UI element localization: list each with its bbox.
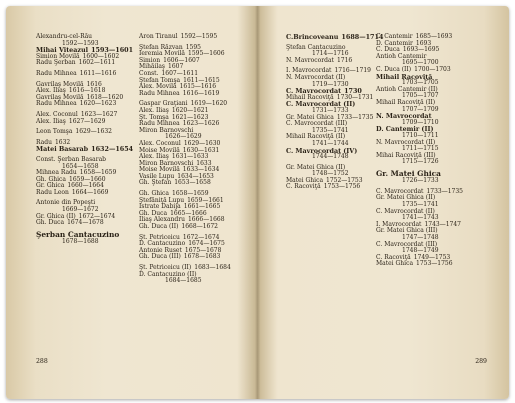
reign-dates: 1592—1595 <box>180 33 218 40</box>
reign-dates: 1616 <box>86 80 102 88</box>
ruler-name: Mihai Viteazul <box>36 46 89 55</box>
ruler-name: Gh. Duca (III) <box>139 253 181 261</box>
ruler-name: Şt. Petriceicu <box>139 233 180 241</box>
reign-dates: 1619—1620 <box>190 100 228 108</box>
ruler-name: Gaspar Graţiani <box>139 100 188 108</box>
ruler-name: 1678—1688 <box>62 238 99 246</box>
reign-dates: 1593—1601 <box>91 46 134 55</box>
ruler-name: 1748—1752 <box>312 170 349 178</box>
ruler-name: Şt. Tomşa <box>139 113 169 121</box>
ruler-name: Istrate Dabija <box>139 203 181 211</box>
ruler-name: Radu <box>36 138 52 146</box>
ruler-name: Radu Leon <box>36 188 69 196</box>
left-page-column-2 <box>139 34 231 285</box>
ruler-name: N. Mavrocordat <box>376 112 432 121</box>
reign-dates: 1629—1630 <box>183 139 221 147</box>
ruler-name: C. Cantemir <box>376 33 413 40</box>
ruler-name: 1626—1629 <box>165 133 202 141</box>
ruler-name: C. Racoviţă <box>376 253 411 261</box>
ruler-name: Gr. Matei Ghica (II) <box>376 194 436 202</box>
reign-dates: 1631—1633 <box>171 153 209 161</box>
ruler-name: Radu Mihnea <box>36 69 77 77</box>
reign-dates: 1611—1616 <box>79 69 117 77</box>
reign-dates: 1665—1666 <box>170 209 207 217</box>
reign-dates: 1730—1731 <box>336 93 374 101</box>
ruler-name: Alex. Movilă <box>139 83 177 91</box>
ruler-entry <box>139 224 231 231</box>
ruler-entry <box>376 261 463 268</box>
reign-dates: 1595—1606 <box>188 50 225 58</box>
right-page-column-1 <box>286 34 383 191</box>
reign-dates: 1629—1632 <box>75 128 112 136</box>
ruler-name: 1592—1593 <box>62 39 99 47</box>
ruler-entry <box>139 180 231 187</box>
ruler-entry <box>36 239 133 246</box>
ruler-name: Alex. Iliaş <box>139 153 169 161</box>
ruler-name: 1705—1707 <box>402 92 439 100</box>
ruler-entry <box>36 101 133 108</box>
ruler-entry <box>36 119 133 126</box>
ruler-name: Radu Mihnea <box>139 120 180 128</box>
ruler-name: C. Mavrocordat (II) <box>286 100 356 109</box>
ruler-name: Leon Tomşa <box>36 128 73 136</box>
ruler-name: Alex. Iliaş <box>36 87 66 95</box>
reign-dates: 1607 <box>168 63 184 71</box>
ruler-entry <box>36 60 133 67</box>
reign-dates: 1623—1626 <box>182 120 220 128</box>
reign-dates: 1693 <box>415 39 432 47</box>
ruler-name: D. Cantemir <box>376 39 413 47</box>
left-page-column-1 <box>36 34 133 246</box>
reign-dates: 1659—1660 <box>69 175 106 183</box>
ruler-name: C. Duca (II) <box>376 65 412 73</box>
ruler-name: Gh. Duca <box>36 219 65 227</box>
ruler-name: N. Mavrocordat (II) <box>376 138 436 146</box>
ruler-name: Gh. Duca (II) <box>139 223 179 231</box>
ruler-name: Alex. Iliaş <box>36 117 66 125</box>
ruler-name: 1684—1685 <box>165 277 202 285</box>
ruler-entry <box>36 146 133 153</box>
ruler-name: D. Cantacuzino <box>139 240 186 248</box>
reign-dates: 1634—1653 <box>177 172 214 180</box>
ruler-name: Mihail Racoviţă <box>376 72 433 81</box>
ruler-name: C. Racoviţă <box>286 183 321 191</box>
ruler-name: Iliaş Alexandru <box>139 216 185 224</box>
reign-dates: 1611—1615 <box>183 76 220 84</box>
reign-dates: 1685—1693 <box>415 33 453 40</box>
reign-dates: 1658—1659 <box>79 169 117 177</box>
reign-dates: 1606—1607 <box>163 56 200 64</box>
ruler-name: C. Mavrocordat (III) <box>376 240 438 248</box>
reign-dates: 1733—1735 <box>426 187 463 195</box>
ruler-name: 1707—1709 <box>402 105 439 113</box>
ruler-name: Mihnea Radu <box>36 169 77 177</box>
reign-dates: 1659—1661 <box>187 196 224 204</box>
ruler-name: Alexandru-cel-Rău <box>36 33 93 40</box>
reign-dates: 1615—1616 <box>179 83 217 91</box>
ruler-name: Simion Movilă <box>36 52 80 60</box>
reign-dates: 1743—1747 <box>424 220 461 228</box>
reign-dates: 1749—1753 <box>413 253 451 261</box>
ruler-name: Ştefan Cantacuzino <box>286 43 346 51</box>
ruler-name: 1748—1749 <box>402 247 439 255</box>
ruler-entry <box>376 159 463 166</box>
ruler-entry <box>36 190 133 197</box>
page-number-left: 288 <box>36 358 48 365</box>
ruler-entry <box>36 129 133 136</box>
reign-dates: 1620—1623 <box>79 100 117 108</box>
ruler-name: Matei Ghica <box>286 176 324 184</box>
ruler-name: 1711—1715 <box>402 145 439 153</box>
ruler-name: 1669—1672 <box>62 206 99 214</box>
ruler-entry <box>286 34 383 41</box>
ruler-name: Ştefan Tomşa <box>139 76 181 84</box>
reign-dates: 1595 <box>185 43 202 51</box>
ruler-name: I. Mavrocordat <box>286 67 332 75</box>
page-number-right: 289 <box>475 358 487 365</box>
ruler-name: C. Mavrocordat <box>286 87 342 96</box>
ruler-name: C. Duca <box>376 46 400 54</box>
reign-dates: 1600—1602 <box>82 52 120 60</box>
ruler-name: 1703—1705 <box>402 79 439 87</box>
ruler-name: Mihail Racoviţă (II) <box>286 133 346 141</box>
ruler-name: Gavrilaş Movilă <box>36 80 84 88</box>
reign-dates: 1658—1659 <box>172 190 209 198</box>
ruler-name: C. Mavrocordat (III) <box>286 120 348 128</box>
reign-dates: 1672—1674 <box>182 233 220 241</box>
right-page <box>260 6 509 399</box>
reign-dates: 1616—1618 <box>68 87 106 95</box>
ruler-name: Mihail Racoviţă <box>286 93 334 101</box>
ruler-name: Gr. Matei Ghica (III) <box>376 227 438 235</box>
ruler-name: Şerban Cantacuzino <box>36 229 120 239</box>
ruler-entry <box>139 34 231 41</box>
ruler-name: Vasile Lupu <box>139 172 175 180</box>
ruler-entry <box>139 254 231 261</box>
ruler-entry <box>286 58 383 65</box>
open-book <box>6 6 509 399</box>
reign-dates: 1661—1665 <box>183 203 221 211</box>
reign-dates: 1620—1621 <box>171 106 209 114</box>
ruler-entry <box>36 71 133 78</box>
ruler-name: 1735—1741 <box>402 201 439 209</box>
ruler-name: Gr. Ghica (II) <box>36 212 76 220</box>
ruler-name: Radu Mihnea <box>36 100 77 108</box>
ruler-name: Mihai Racoviţă (III) <box>376 151 436 159</box>
ruler-name: Matei Basarab <box>36 145 89 154</box>
reign-dates: 1621—1623 <box>171 113 209 121</box>
ruler-name: Alex. Coconul <box>139 139 181 147</box>
ruler-entry <box>376 178 463 185</box>
reign-dates: 1700—1703 <box>414 65 451 73</box>
ruler-name: Const. Şerban Basarab <box>36 155 107 163</box>
ruler-name: Ştefan Răzvan <box>139 43 183 51</box>
ruler-name: I. Mavrocordat <box>376 220 422 228</box>
ruler-name: Antonie Ruset <box>139 246 182 254</box>
ruler-name: Miron Barnovschi <box>139 159 194 167</box>
ruler-name: Const. <box>139 69 159 77</box>
ruler-name: Moise Movilă <box>139 146 180 154</box>
ruler-entry <box>286 154 383 161</box>
ruler-name: Ieremia Movilă <box>139 50 185 58</box>
reign-dates: 1752—1753 <box>326 176 363 184</box>
reign-dates: 1674—1675 <box>188 240 225 248</box>
ruler-name: 1715—1726 <box>402 158 439 166</box>
reign-dates: 1632 <box>54 138 71 146</box>
ruler-name: D. Cantacuzino (II) <box>139 270 197 278</box>
ruler-name: 1654—1658 <box>62 162 99 170</box>
reign-dates: 1693—1695 <box>402 46 440 54</box>
ruler-name: 1744—1748 <box>312 153 349 161</box>
reign-dates: 1633 <box>196 159 212 167</box>
ruler-entry <box>36 220 133 227</box>
reign-dates: 1623—1627 <box>80 110 118 118</box>
ruler-name: Gr. Matei Ghica <box>376 168 441 178</box>
ruler-name: Gr. Ghica <box>36 182 65 190</box>
reign-dates: 1607—1611 <box>161 69 199 77</box>
ruler-name: 1695—1700 <box>402 59 439 67</box>
ruler-name: Antioh Cantemir <box>376 52 427 60</box>
reign-dates: 1627—1629 <box>68 117 106 125</box>
ruler-name: Moise Movilă <box>139 166 180 174</box>
ruler-name: C. Mavrocordat (II) <box>376 207 435 215</box>
ruler-name: 1709—1710 <box>402 118 439 126</box>
ruler-name: N. Mavrocordat <box>286 56 334 64</box>
reign-dates: 1666—1668 <box>187 216 225 224</box>
reign-dates: 1753—1756 <box>416 260 453 268</box>
reign-dates: 1660—1664 <box>67 182 104 190</box>
ruler-name: Miron Barnovschi <box>139 126 194 134</box>
ruler-name: 1731—1733 <box>312 106 349 114</box>
reign-dates: 1664—1669 <box>71 188 109 196</box>
ruler-name: Alex. Coconul <box>36 110 78 118</box>
ruler-name: Aron Tiranul <box>139 33 178 40</box>
left-page <box>6 6 254 399</box>
ruler-name: C. Mavrocordat <box>376 187 424 195</box>
right-page-column-2 <box>376 34 463 268</box>
ruler-name: Gh. Ştefan <box>139 179 172 187</box>
reign-dates: 1753—1756 <box>323 183 361 191</box>
ruler-name: Gh. Ghica <box>36 175 66 183</box>
reign-dates: 1668—1672 <box>181 223 218 231</box>
reign-dates: 1688—1714 <box>341 33 384 41</box>
ruler-name: Gavrilaş Movilă <box>36 93 84 101</box>
reign-dates: 1653—1658 <box>174 179 211 187</box>
ruler-name: Ştefăniţă Lupu <box>139 196 185 204</box>
reign-dates: 1672—1674 <box>78 212 116 220</box>
ruler-name: Gr. Matei Ghica (II) <box>286 163 346 171</box>
ruler-name: 1726—1733 <box>402 177 439 185</box>
ruler-name: C. Mavrocordat (IV) <box>286 146 358 155</box>
reign-dates: 1683—1684 <box>194 264 231 271</box>
reign-dates: 1730 <box>344 87 362 96</box>
ruler-name: 1747—1748 <box>402 234 439 242</box>
reign-dates: 1602—1611 <box>78 59 116 67</box>
reign-dates: 1633—1634 <box>182 166 220 174</box>
ruler-name: Gr. Matei Ghica <box>286 113 334 121</box>
ruler-name: Radu Mihnea <box>139 89 180 97</box>
ruler-name: 1714—1716 <box>312 50 349 58</box>
ruler-name: Simion <box>139 56 161 64</box>
reign-dates: 1678—1683 <box>183 253 221 261</box>
ruler-name: D. Cantemir (II) <box>376 125 434 134</box>
ruler-name: Mihăilaş <box>139 63 165 71</box>
reign-dates: 1630—1631 <box>182 146 220 154</box>
reign-dates: 1716 <box>336 56 353 64</box>
ruler-name: 1741—1743 <box>402 214 439 222</box>
reign-dates: 1733—1735 <box>336 113 374 121</box>
ruler-entry <box>286 184 383 191</box>
ruler-name: Antonie din Popeşti <box>36 199 96 207</box>
ruler-name: 1710—1711 <box>402 131 439 139</box>
reign-dates: 1716—1719 <box>334 67 371 75</box>
ruler-name: C.Brincoveanu <box>286 33 339 41</box>
reign-dates: 1616—1619 <box>182 89 220 97</box>
ruler-name: N. Mavrocordat (II) <box>286 73 346 81</box>
reign-dates: 1632—1654 <box>91 145 134 154</box>
ruler-name: Matei Ghica <box>376 260 414 268</box>
reign-dates: 1618—1620 <box>86 93 124 101</box>
ruler-name: Gh. Duca <box>139 209 168 217</box>
ruler-name: Antioh Cantemir (II) <box>376 85 438 93</box>
ruler-entry <box>139 278 231 285</box>
reign-dates: 1674—1678 <box>67 219 104 227</box>
ruler-name: Gh. Ghica <box>139 190 169 198</box>
ruler-name: 1719—1730 <box>312 80 349 88</box>
ruler-name: Alex. Iliaş <box>139 106 169 114</box>
ruler-name: 1735—1741 <box>312 126 349 134</box>
ruler-name: Şt. Petriceicu (II) <box>139 264 192 271</box>
ruler-name: Radu Şerban <box>36 59 76 67</box>
ruler-name: Mihail Racoviţă (II) <box>376 98 436 106</box>
ruler-entry <box>139 91 231 98</box>
reign-dates: 1675—1678 <box>184 246 222 254</box>
ruler-name: 1741—1744 <box>312 139 349 147</box>
